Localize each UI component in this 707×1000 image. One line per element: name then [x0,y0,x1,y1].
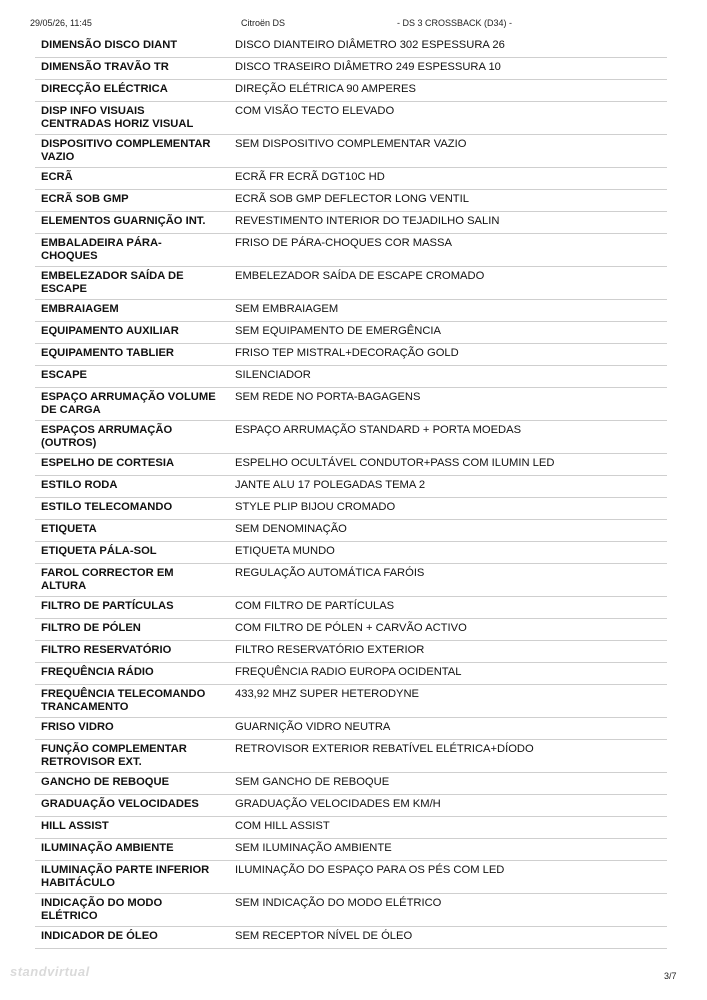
spec-value: REGULAÇÃO AUTOMÁTICA FARÓIS [223,564,667,597]
spec-value: 433,92 MHZ SUPER HETERODYNE [223,685,667,718]
spec-value: ILUMINAÇÃO DO ESPAÇO PARA OS PÉS COM LED [223,861,667,894]
spec-row [35,80,667,102]
spec-row [35,168,667,190]
spec-value: SEM RECEPTOR NÍVEL DE ÓLEO [223,927,667,949]
spec-value: SEM DISPOSITIVO COMPLEMENTAR VAZIO [223,135,667,168]
spec-value: FRISO TEP MISTRAL+DECORAÇÃO GOLD [223,344,667,366]
spec-row [35,366,667,388]
spec-value: GRADUAÇÃO VELOCIDADES EM KM/H [223,795,667,817]
spec-value: SEM GANCHO DE REBOQUE [223,773,667,795]
spec-label: ILUMINAÇÃO PARTE INFERIOR HABITÁCULO [35,861,223,894]
spec-label: FAROL CORRECTOR EM ALTURA [35,564,223,597]
spec-label: GANCHO DE REBOQUE [35,773,223,795]
spec-row [35,641,667,663]
spec-label: INDICAÇÃO DO MODO ELÉTRICO [35,894,223,927]
spec-row [35,58,667,80]
spec-row [35,520,667,542]
spec-label: ESPELHO DE CORTESIA [35,454,223,476]
spec-label: EMBRAIAGEM [35,300,223,322]
spec-value: STYLE PLIP BIJOU CROMADO [223,498,667,520]
spec-row [35,894,667,927]
spec-label: DISPOSITIVO COMPLEMENTAR VAZIO [35,135,223,168]
spec-row [35,344,667,366]
spec-value: SEM ILUMINAÇÃO AMBIENTE [223,839,667,861]
spec-label: EMBALADEIRA PÁRA-CHOQUES [35,234,223,267]
spec-label: ILUMINAÇÃO AMBIENTE [35,839,223,861]
spec-row [35,212,667,234]
spec-label: ELEMENTOS GUARNIÇÃO INT. [35,212,223,234]
spec-row [35,773,667,795]
spec-value: SEM EMBRAIAGEM [223,300,667,322]
model-title: - DS 3 CROSSBACK (D34) - [397,18,513,28]
watermark-logo: standvirtual [10,964,90,979]
spec-label: ESPAÇOS ARRUMAÇÃO (OUTROS) [35,421,223,454]
spec-value: EMBELEZADOR SAÍDA DE ESCAPE CROMADO [223,267,667,300]
spec-row [35,597,667,619]
spec-label: FILTRO DE PARTÍCULAS [35,597,223,619]
spec-row [35,861,667,894]
spec-label: FREQUÊNCIA RÁDIO [35,663,223,685]
spec-row [35,267,667,300]
spec-label: ETIQUETA [35,520,223,542]
spec-value: RETROVISOR EXTERIOR REBATÍVEL ELÉTRICA+DÍODO [223,740,667,773]
spec-value: ESPAÇO ARRUMAÇÃO STANDARD + PORTA MOEDAS [223,421,667,454]
spec-label: FREQUÊNCIA TELECOMANDO TRANCAMENTO [35,685,223,718]
spec-label: ESCAPE [35,366,223,388]
spec-value: JANTE ALU 17 POLEGADAS TEMA 2 [223,476,667,498]
spec-value: FILTRO RESERVATÓRIO EXTERIOR [223,641,667,663]
spec-label: DIMENSÃO DISCO DIANT [35,36,223,58]
spec-value: COM FILTRO DE PÓLEN + CARVÃO ACTIVO [223,619,667,641]
spec-row [35,322,667,344]
spec-label: ESTILO TELECOMANDO [35,498,223,520]
spec-row [35,718,667,740]
spec-row [35,619,667,641]
spec-value: FREQUÊNCIA RADIO EUROPA OCIDENTAL [223,663,667,685]
spec-label: ECRÃ [35,168,223,190]
spec-row [35,190,667,212]
spec-row [35,388,667,421]
spec-label: DIMENSÃO TRAVÃO TR [35,58,223,80]
spec-row [35,663,667,685]
spec-value: ESPELHO OCULTÁVEL CONDUTOR+PASS COM ILUMIN LED [223,454,667,476]
spec-label: ECRÃ SOB GMP [35,190,223,212]
spec-row [35,476,667,498]
page-number: 3/7 [664,971,677,981]
spec-value: SEM DENOMINAÇÃO [223,520,667,542]
spec-value: COM VISÃO TECTO ELEVADO [223,102,667,135]
spec-row [35,542,667,564]
spec-row [35,795,667,817]
spec-label: FRISO VIDRO [35,718,223,740]
spec-value: SEM INDICAÇÃO DO MODO ELÉTRICO [223,894,667,927]
spec-label: GRADUAÇÃO VELOCIDADES [35,795,223,817]
spec-label: EQUIPAMENTO TABLIER [35,344,223,366]
spec-label: ETIQUETA PÁLA-SOL [35,542,223,564]
spec-value: ECRÃ SOB GMP DEFLECTOR LONG VENTIL [223,190,667,212]
spec-row [35,454,667,476]
spec-value: ETIQUETA MUNDO [223,542,667,564]
spec-label: FUNÇÃO COMPLEMENTAR RETROVISOR EXT. [35,740,223,773]
spec-label: FILTRO RESERVATÓRIO [35,641,223,663]
spec-value: FRISO DE PÁRA-CHOQUES COR MASSA [223,234,667,267]
spec-label: EQUIPAMENTO AUXILIAR [35,322,223,344]
spec-row [35,839,667,861]
spec-table [35,36,667,949]
spec-row [35,564,667,597]
spec-value: DISCO DIANTEIRO DIÂMETRO 302 ESPESSURA 26 [223,36,667,58]
spec-label: ESPAÇO ARRUMAÇÃO VOLUME DE CARGA [35,388,223,421]
spec-row [35,685,667,718]
spec-value: ECRÃ FR ECRÃ DGT10C HD [223,168,667,190]
spec-row [35,740,667,773]
spec-value: DIREÇÃO ELÉTRICA 90 AMPERES [223,80,667,102]
spec-row [35,817,667,839]
spec-value: COM HILL ASSIST [223,817,667,839]
spec-label: DISP INFO VISUAIS CENTRADAS HORIZ VISUAL [35,102,223,135]
spec-value: SILENCIADOR [223,366,667,388]
spec-label: INDICADOR DE ÓLEO [35,927,223,949]
spec-label: HILL ASSIST [35,817,223,839]
spec-label: ESTILO RODA [35,476,223,498]
print-date: 29/05/26, 11:45 [30,18,92,28]
spec-value: GUARNIÇÃO VIDRO NEUTRA [223,718,667,740]
spec-value: DISCO TRASEIRO DIÂMETRO 249 ESPESSURA 10 [223,58,667,80]
spec-value: COM FILTRO DE PARTÍCULAS [223,597,667,619]
spec-value: SEM EQUIPAMENTO DE EMERGÊNCIA [223,322,667,344]
spec-row [35,300,667,322]
spec-row [35,102,667,135]
spec-row [35,498,667,520]
spec-table-body [35,36,667,949]
spec-row [35,927,667,949]
spec-label: FILTRO DE PÓLEN [35,619,223,641]
spec-row [35,135,667,168]
spec-value: REVESTIMENTO INTERIOR DO TEJADILHO SALIN [223,212,667,234]
spec-row [35,421,667,454]
brand-title: Citroën DS [241,18,286,28]
spec-row [35,234,667,267]
spec-row [35,36,667,58]
spec-value: SEM REDE NO PORTA-BAGAGENS [223,388,667,421]
spec-label: EMBELEZADOR SAÍDA DE ESCAPE [35,267,223,300]
spec-label: DIRECÇÃO ELÉCTRICA [35,80,223,102]
